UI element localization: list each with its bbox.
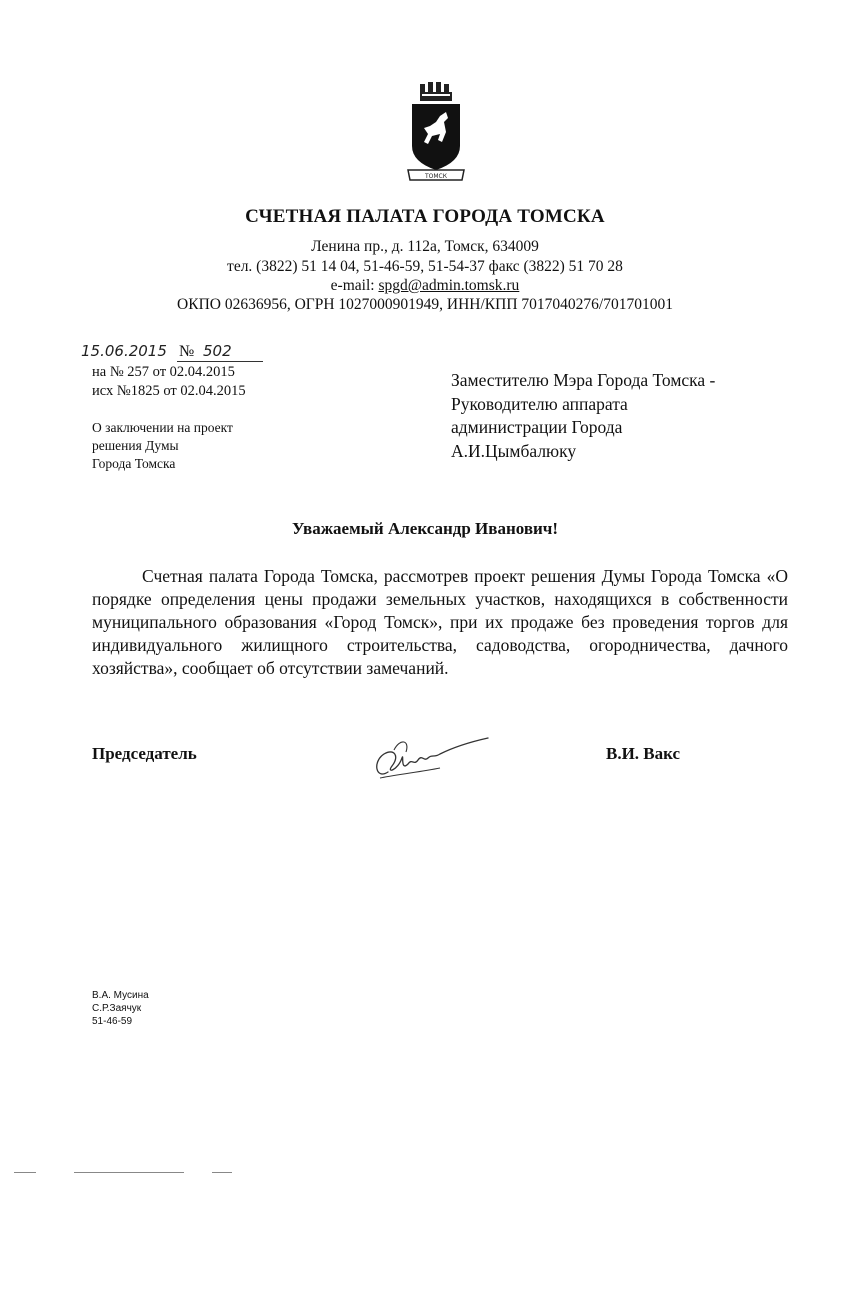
scan-artifact	[212, 1172, 232, 1173]
signatory-name: В.И. Вакс	[606, 744, 681, 763]
subject-line-1: О заключении на проект	[92, 420, 233, 435]
scan-artifact	[74, 1172, 184, 1173]
handwritten-signature	[370, 728, 490, 784]
addressee-line-2: Руководителю аппарата	[451, 393, 628, 414]
signatory-title: Председатель	[92, 744, 197, 763]
handwritten-date: 15.06.2015	[81, 342, 167, 360]
number-underline	[177, 361, 263, 362]
executors-block	[92, 989, 149, 1028]
subject-line-2: решения Думы	[92, 438, 179, 453]
registration-line	[81, 342, 271, 364]
shield-icon	[412, 104, 460, 170]
greeting: Уважаемый Александр Иванович!	[291, 519, 559, 538]
addressee-line-3: администрации Города	[451, 417, 623, 437]
scan-artifact	[14, 1172, 36, 1173]
addressee-block	[451, 369, 791, 463]
tomsk-crest-logo	[402, 82, 470, 184]
executor-phone: 51-46-59	[92, 1016, 133, 1027]
crown-icon	[420, 82, 452, 101]
letter-body: Счетная палата Города Томска, рассмотрев проект решения Думы Города Томска «О порядке определения цены продажи земельных участков, находящихся в собственности муниципального образования «Город Томск», при их продаже без проведения торгов для индивидуального жилищного строительства, садоводства, огородничества, дачного хозяйства», сообщает об отсутствии замечаний.	[92, 566, 788, 678]
reference-line-2: исх №1825 от 02.04.2015	[92, 383, 246, 399]
addressee-line-4: А.И.Цымбалюку	[451, 440, 577, 461]
org-phones: тел. (3822) 51 14 04, 51-46-59, 51-54-37 факс (3822) 51 70 28	[227, 258, 623, 275]
subject-block	[92, 419, 233, 473]
executor-line-2: С.Р.Заячук	[92, 1003, 142, 1014]
org-address: Ленина пр., д. 112а, Томск, 634009	[311, 238, 539, 255]
crest-motto: ТОМСК	[424, 173, 448, 180]
organization-title: СЧЕТНАЯ ПАЛАТА ГОРОДА ТОМСКА	[245, 206, 605, 227]
reference-line-1: на № 257 от 02.04.2015	[92, 364, 235, 380]
number-label: №	[179, 343, 195, 360]
handwritten-number: 502	[203, 342, 232, 360]
subject-line-3: Города Томска	[92, 456, 176, 471]
org-registry-codes: ОКПО 02636956, ОГРН 1027000901949, ИНН/КПП 7017040276/701701001	[177, 296, 673, 313]
motto-ribbon	[408, 170, 464, 180]
executor-line-1: В.А. Мусина	[92, 990, 149, 1001]
addressee-line-1: Заместителю Мэра Города Томска -	[451, 370, 716, 390]
org-email-line	[0, 277, 850, 295]
email-link[interactable]: spgd@admin.tomsk.ru	[378, 277, 520, 294]
email-label: e-mail:	[330, 277, 379, 294]
